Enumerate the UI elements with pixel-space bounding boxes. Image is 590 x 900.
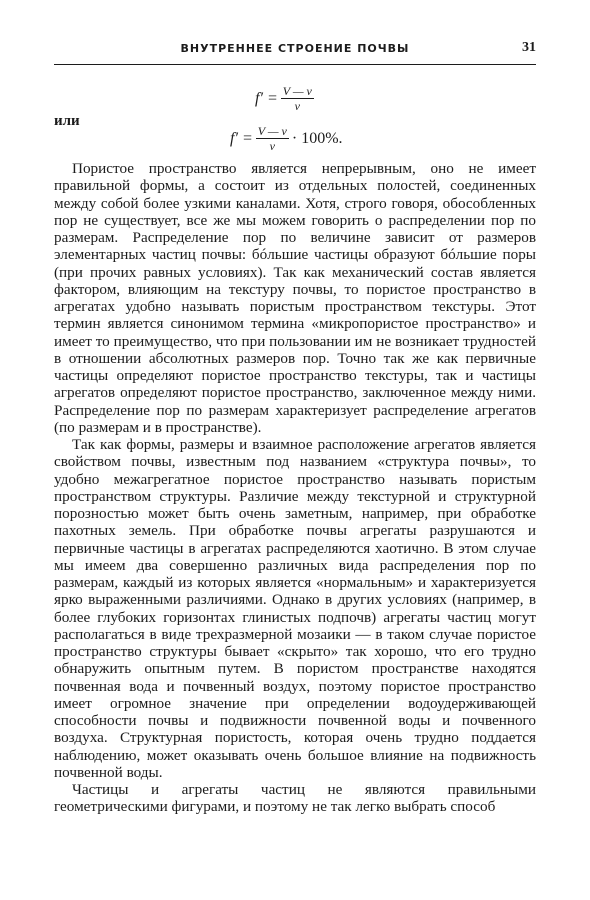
fraction-denominator: v [294, 99, 300, 113]
fraction-numerator: V — v [257, 124, 287, 138]
fraction-numerator: V — v [282, 84, 312, 98]
connector-word: или [54, 113, 80, 129]
body-text [54, 160, 536, 816]
formula-suffix: · 100%. [291, 129, 343, 147]
fraction-denominator: v [269, 139, 275, 153]
paragraph: Частицы и агрегаты частиц не являются правильными геометрическими фигурами, и поэтому не так легко выбрать способ [54, 781, 536, 816]
formula-porosity-ratio [255, 84, 317, 113]
paragraph: Пористое пространство является непрерывным, оно не имеет правильной формы, а состоит из отдельных полостей, соединенных между собой более узкими каналами. Хотя, строго говоря, обособленных пор не существует, все же мы можем говорить о распределении пор по размерам. Распределение пор по величине зависит от размеров элементарных частиц почвы: бóльшие частицы образуют бóльшие поры (при прочих равных условиях). Так как механический состав является фактором, влияющим на текстуру почвы, то пористое пространство в агрегатах удобно называть пористым пространством текстуры. Этот термин является синонимом термина «микропористое пространство» и имеет то преимущество, что при пользовании им не возникает трудностей в отношении абсолютных размеров пор. Точно так же как первичные частицы определяют пористое пространство текстуры, так и частицы агрегатов определяют пористое пространство, заключенное между ними. Распределение пор по размерам характеризует распределение агрегатов (по размерам и в пространстве). [54, 160, 536, 436]
formula-fraction [256, 124, 289, 153]
paragraph: Так как формы, размеры и взаимное расположение агрегатов является свойством почвы, известным под названием «структура почвы», то удобно межагрегатное пористое пространство называть пористым пространством структуры. Различие между текстурной и структурной порозностью может быть очень заметным, например, при обработке пахотных земель. При обработке почвы агрегаты разрушаются и первичные частицы в агрегатах распределяются хаотично. В этом случае мы имеем два совершенно различных вида распределения пор по размерам, каждый из которых является «нормальным» и характеризуется ярко выраженными различиями. Однако в других условиях (например, в более глубоких горизонтах глинистых подпочв) агрегаты частиц могут располагаться в виде трехразмерной мозаики — в таком случае пористое пространство структуры бывает «скрыто» так хорошо, что его трудно обнаружить опытным путем. В пористом пространстве находятся почвенная вода и почвенный воздух, поэтому пористое пространство имеет огромное значение при определении водоудерживающей способности почвы и подвижности почвенной воды и почвенного воздуха. Структурная пористость, которая очень трудно поддается наблюдению, может оказывать очень большое влияние на подвижность почвенной воды. [54, 436, 536, 781]
formula-lhs: f′ = [230, 129, 253, 147]
formula-fraction [281, 84, 314, 113]
formula-lhs: f′ = [255, 89, 278, 107]
header-title: ВНУТРЕННЕЕ СТРОЕНИЕ ПОЧВЫ [180, 42, 410, 55]
page-number: 31 [522, 40, 536, 55]
running-header [54, 40, 536, 65]
formula-porosity-percent [230, 124, 343, 153]
